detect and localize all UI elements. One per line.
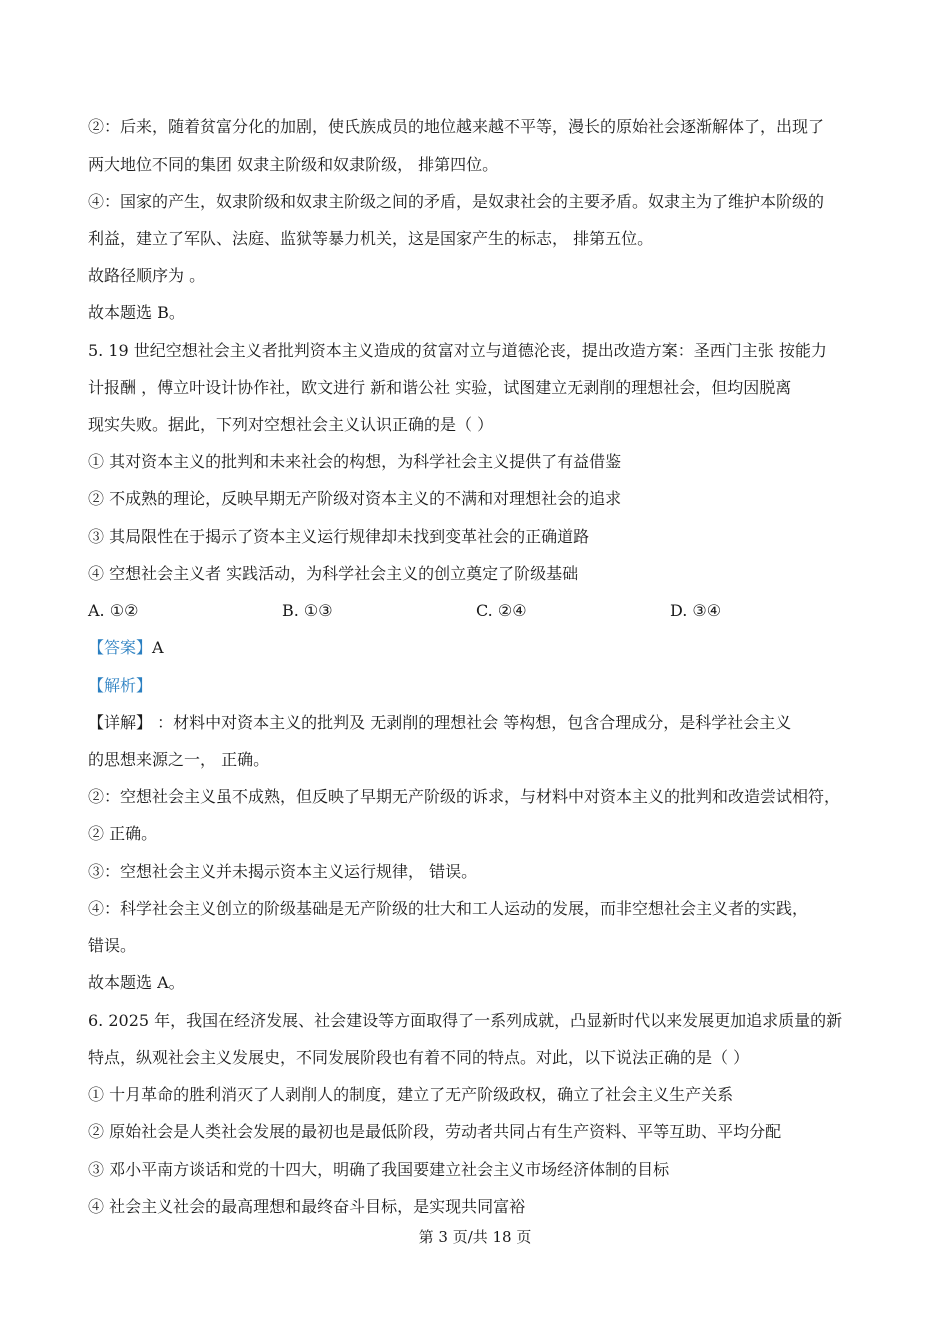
detail-text: ②：空想社会主义虽不成熟，但反映了早期无产阶级的诉求，与材料中对资本主义的批判和改造尝试相符， [88,787,841,806]
question-5-stem: 计报酬 ，傅立叶设计协作社，欧文进行 新和谐公社 实验，试图建立无剥削的理想社会，但均因脱离 [88,378,792,397]
text-line: ④：国家的产生，奴隶阶级和奴隶主阶级之间的矛盾，是奴隶社会的主要矛盾。奴隶主为了维护本阶级的 [88,192,825,211]
answer-line [88,638,870,658]
option-c: C. ②④ [476,601,527,620]
text-line: 故本题选 B。 [88,303,185,322]
detail-text: ③：空想社会主义并未揭示资本主义运行规律， 错误。 [88,862,478,881]
answer-value: A [152,638,164,657]
question-5-stem: 5. 19 世纪空想社会主义者批判资本主义造成的贫富对立与道德沦丧，提出改造方案：圣西门主张 按能力 [88,341,827,360]
answer-tag: 【答案】 [88,638,153,657]
detail-tag: 【详解】 [88,713,153,732]
analysis-tag: 【解析】 [88,676,153,695]
statement-item: ④ 空想社会主义者 实践活动，为科学社会主义的创立奠定了阶级基础 [88,564,579,583]
statement-item: ① 十月革命的胜利消灭了人剥削人的制度，建立了无产阶级政权，确立了社会主义生产关系 [88,1085,734,1104]
statement-item: ③ 其局限性在于揭示了资本主义运行规律却未找到变革社会的正确道路 [88,527,590,546]
statement-item: ① 其对资本主义的批判和未来社会的构想，为科学社会主义提供了有益借鉴 [88,452,622,471]
detail-text: ④：科学社会主义创立的阶级基础是无产阶级的壮大和工人运动的发展，而非空想社会主义者的实践， [88,899,809,918]
detail-text: 的思想来源之一， 正确。 [88,750,270,769]
detail-text: ② 正确。 [88,824,158,843]
question-6-stem: 6. 2025 年，我国在经济发展、社会建设等方面取得了一系列成就，凸显新时代以来发展更加追求质量的新 [88,1011,843,1030]
page-footer: 第 3 页/共 18 页 [418,1228,532,1246]
text-line: 故路径顺序为 。 [88,266,206,285]
statement-item: ④ 社会主义社会的最高理想和最终奋斗目标，是实现共同富裕 [88,1197,526,1216]
detail-text: 故本题选 A。 [88,973,185,992]
text-line: 利益，建立了军队、法庭、监狱等暴力机关，这是国家产生的标志， 排第五位。 [88,229,654,248]
detail-text: ：材料中对资本主义的批判及 无剥削的理想社会 等构想，包含合理成分，是科学社会主义 [152,713,792,732]
question-5-stem: 现实失败。据此，下列对空想社会主义认识正确的是（ ） [88,415,494,434]
detail-text: 错误。 [88,936,137,955]
question-6-stem: 特点，纵观社会主义发展史，不同发展阶段也有着不同的特点。对此，以下说法正确的是（ ） [88,1048,750,1067]
text-line: 两大地位不同的集团 奴隶主阶级和奴隶阶级， 排第四位。 [88,155,499,174]
text-line: ②：后来，随着贫富分化的加剧，使氏族成员的地位越来越不平等，漫长的原始社会逐渐解体了，出现了 [88,117,825,136]
statement-item: ② 原始社会是人类社会发展的最初也是最低阶段，劳动者共同占有生产资料、平等互助、平均分配 [88,1122,782,1141]
option-b: B. ①③ [282,601,333,620]
statement-item: ② 不成熟的理论，反映早期无产阶级对资本主义的不满和对理想社会的追求 [88,489,622,508]
option-a: A. ①② [88,601,139,620]
statement-item: ③ 邓小平南方谈话和党的十四大，明确了我国要建立社会主义市场经济体制的目标 [88,1160,670,1179]
option-d: D. ③④ [670,601,722,620]
detail-line [88,713,870,733]
